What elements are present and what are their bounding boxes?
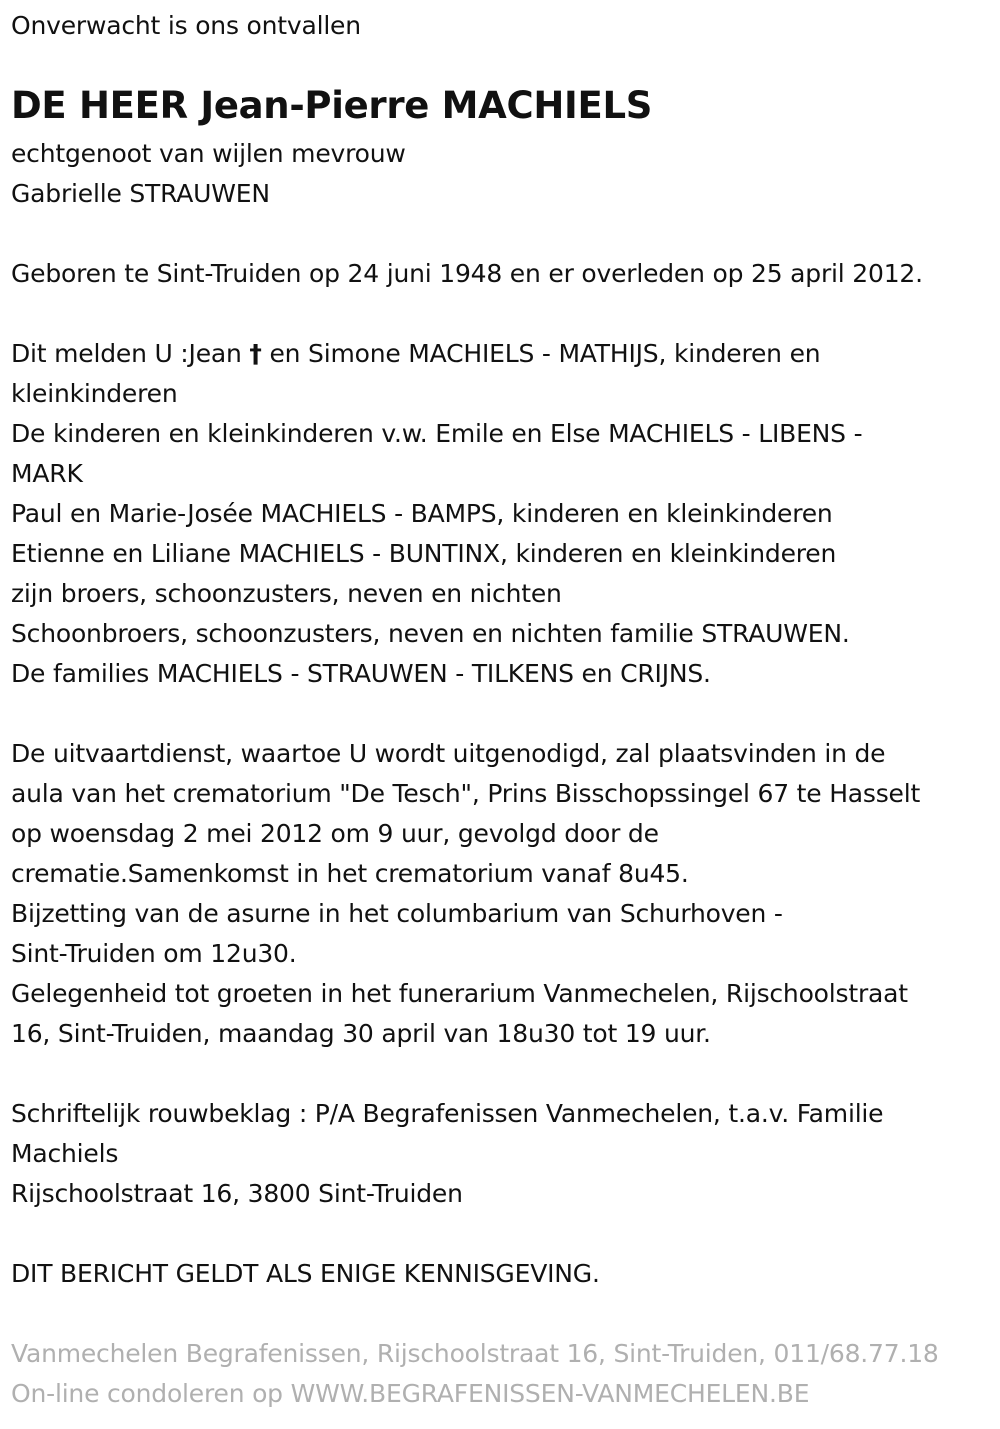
intro-text: Onverwacht is ons ontvallen (11, 11, 361, 40)
condolence-website: On-line condoleren op WWW.BEGRAFENISSEN-VANMECHELEN.BE (11, 1379, 810, 1408)
deceased-name: DE HEER Jean-Pierre MACHIELS (11, 84, 653, 127)
family-section (11, 334, 862, 694)
service-line: Bijzetting van de asurne in het columbarium van Schurhoven - (11, 899, 783, 928)
service-line: De uitvaartdienst, waartoe U wordt uitgenodigd, zal plaatsvinden in de (11, 739, 886, 768)
service-line: Gelegenheid tot groeten in het funerarium Vanmechelen, Rijschoolstraat (11, 979, 908, 1008)
condolence-line: Schriftelijk rouwbeklag : P/A Begrafenissen Vanmechelen, t.a.v. Familie (11, 1099, 884, 1128)
notice-section (11, 1254, 600, 1294)
family-line: zijn broers, schoonzusters, neven en nichten (11, 579, 562, 608)
condolence-line: Machiels (11, 1139, 119, 1168)
service-line: 16, Sint-Truiden, maandag 30 april van 18u30 tot 19 uur. (11, 1019, 711, 1048)
spouse-section (11, 134, 406, 214)
family-line-rest: en Simone MACHIELS - MATHIJS, kinderen en (261, 339, 821, 368)
family-line: MARK (11, 459, 83, 488)
service-line: aula van het crematorium "De Tesch", Prins Bisschopssingel 67 te Hasselt (11, 779, 921, 808)
service-line: Sint-Truiden om 12u30. (11, 939, 297, 968)
condolence-address: Rijschoolstraat 16, 3800 Sint-Truiden (11, 1179, 463, 1208)
family-line-start: Dit melden U :Jean (11, 339, 250, 368)
family-line: De kinderen en kleinkinderen v.w. Emile en Else MACHIELS - LIBENS - (11, 419, 863, 448)
family-line: De families MACHIELS - STRAUWEN - TILKENS en CRIJNS. (11, 659, 711, 688)
spouse-line: echtgenoot van wijlen mevrouw (11, 139, 406, 168)
funeral-home-contact: Vanmechelen Begrafenissen, Rijschoolstraat 16, Sint-Truiden, 011/68.77.18 (11, 1339, 939, 1368)
birth-death-line: Geboren te Sint-Truiden op 24 juni 1948 en er overleden op 25 april 2012. (11, 259, 923, 288)
service-line: op woensdag 2 mei 2012 om 9 uur, gevolgd door de (11, 819, 659, 848)
birth-death-section (11, 254, 923, 294)
family-line: Etienne en Liliane MACHIELS - BUNTINX, kinderen en kleinkinderen (11, 539, 837, 568)
spouse-name: Gabrielle STRAUWEN (11, 179, 270, 208)
notice-text: DIT BERICHT GELDT ALS ENIGE KENNISGEVING. (11, 1259, 600, 1288)
family-line: kleinkinderen (11, 379, 178, 408)
family-line-first (11, 334, 862, 374)
service-section (11, 734, 920, 1054)
footer (11, 1334, 939, 1414)
condolence-address-section (11, 1094, 883, 1214)
family-line: Paul en Marie-Josée MACHIELS - BAMPS, kinderen en kleinkinderen (11, 499, 833, 528)
cross-icon: † (249, 339, 262, 368)
family-line: Schoonbroers, schoonzusters, neven en nichten familie STRAUWEN. (11, 619, 850, 648)
service-line: crematie.Samenkomst in het crematorium vanaf 8u45. (11, 859, 689, 888)
